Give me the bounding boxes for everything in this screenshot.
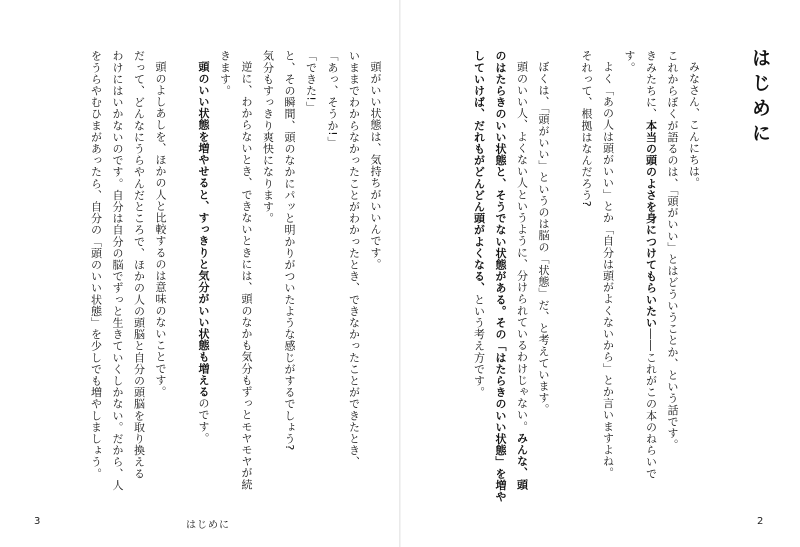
running-head: はじめに (186, 520, 230, 531)
paragraph: 「あっ、そうか!」 (326, 50, 339, 148)
text-run: 頭のいい人、よくない人というように、分けられているわけじゃない。 (515, 61, 529, 433)
right-page-body (430, 50, 726, 503)
paragraph: わけにはいかないのです。自分は自分の脳でずっと生きていくしかない。だから、人 (111, 50, 124, 491)
paragraph (511, 50, 533, 490)
text-run: ――これがこの本のねらいで (644, 328, 658, 480)
emphasis-text: みんな、頭 (515, 432, 529, 491)
paragraph: 頭がいい状態は、気持ちがいいんです。 (369, 61, 382, 270)
emphasis-text: していけば、だれもがどんどん頭がよくなる、 (472, 50, 486, 294)
paragraph: それって、根拠はなんだろう? (580, 50, 593, 208)
paragraph: きます。 (218, 50, 232, 97)
paragraph: 気分もすっきり爽快になります。 (261, 50, 275, 224)
paragraph: 頭のよしあしを、ほかの人と比較するのは意味のないことです。 (154, 61, 167, 398)
page-number-right: 2 (757, 516, 764, 527)
paragraph: 「できた!」 (304, 50, 318, 114)
text-run: という考え方です。 (472, 293, 486, 399)
paragraph (490, 50, 512, 503)
emphasis-text: のはたらきのいい状態と、そうでない状態がある。その「はたらきのいい状態」を増や (494, 50, 507, 503)
paragraph: これからぼくが語るのは、「頭がいい」とはどういうことか、という話です。 (666, 50, 679, 451)
paragraph: みなさん、こんにちは。 (687, 61, 701, 189)
left-page-body (89, 50, 386, 491)
text-run: のです。 (197, 397, 210, 444)
page-number-left: 3 (34, 516, 41, 527)
blank-line (554, 50, 576, 490)
paragraph: よく「あの人は頭がいい」とか「自分は頭がよくないから」とか言いますよね。 (601, 61, 615, 479)
paragraph (640, 50, 662, 490)
paragraph: いままでわからなかったことがわかったとき、できなかったことができたとき、 (347, 50, 361, 468)
paragraph (193, 50, 215, 490)
chapter-title: はじめに (749, 48, 771, 148)
paragraph: 逆に、わからないとき、できないときには、頭のなかも気分もずっとモヤモヤが続 (240, 61, 253, 491)
blank-line (705, 50, 727, 490)
paragraph: す。 (623, 50, 636, 74)
emphasis-text: 本当の頭のよさを身につけてもらいたい (644, 119, 658, 329)
paragraph: をうらやむひまがあったら、自分の「頭のいい状態」を少しでも増やしましょう。 (89, 50, 103, 480)
paragraph: ぼくは、「頭がいい」というのは脳の「状態」だ、と考えています。 (537, 61, 550, 416)
blank-line (171, 50, 193, 490)
text-run: きみたちに、 (644, 50, 658, 120)
paragraph: だって、どんなにうらやんだところで、ほかの人の頭脳と自分の頭脳を取り換える (132, 50, 146, 480)
paragraph: と、その瞬間、頭のなかにパッと明かりがついたような感じがするでしょう? (283, 50, 296, 451)
paragraph (468, 50, 490, 490)
emphasis-text: 頭のいい状態を増やせると、すっきりと気分がいい状態も増える (197, 61, 210, 398)
